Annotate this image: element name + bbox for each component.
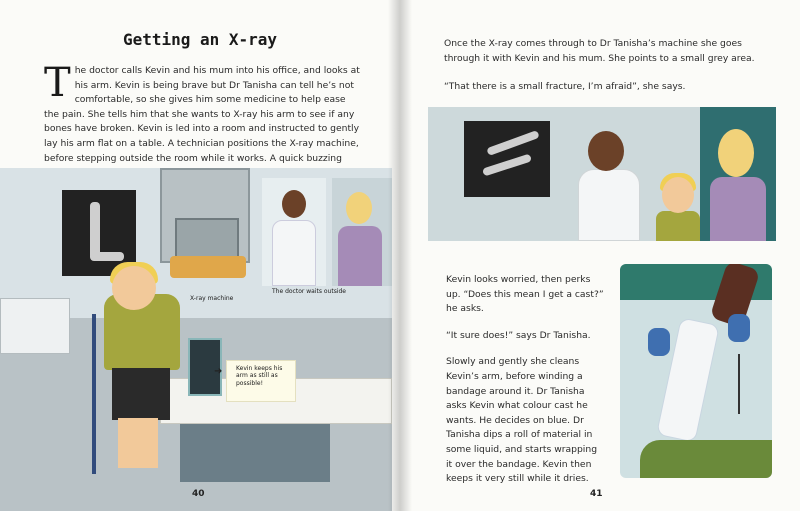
glove-icon [728, 314, 750, 342]
kevin-shirt [640, 440, 772, 478]
xray-bone [90, 252, 124, 261]
kevin-shorts [112, 368, 170, 420]
mum-figure [710, 177, 766, 241]
kevin-head [112, 266, 156, 310]
right-paragraph-4: “It sure does!” says Dr Tanisha. [446, 329, 591, 341]
right-page [400, 0, 800, 511]
page-number-left: 40 [192, 489, 205, 499]
drop-cap: T [44, 60, 71, 106]
kevin-shirt [656, 211, 700, 241]
doctor-figure [578, 169, 640, 241]
cabinet [0, 298, 70, 354]
label-kevin-keeps: Kevin keeps his arm as still as possible! [236, 365, 283, 387]
xray-bone [486, 130, 539, 156]
left-body-paragraph: he doctor calls Kevin and his mum into his office, and looks at his arm. Kevin is being brave but Dr Tanisha can tell he’s not comfortable, so she gives him some medicine to help ease the pain. She tells him that she wants to X-ray his arm to see if any bones have broken. Kevin is led into a room and instructed to gently lay his arm flat on a table. A technician positions the X-ray machine, before stepping outside the room while it works. A quick buzzing [44, 65, 360, 164]
scissors-icon [738, 354, 752, 414]
xray-machine-head [175, 218, 239, 258]
label-doctor-waits: The doctor waits outside [272, 288, 346, 295]
doctor-head [588, 131, 624, 171]
right-paragraph-3: Kevin looks worried, then perks up. “Does this mean I get a cast?” he asks. [446, 274, 604, 315]
glove-icon [648, 328, 670, 356]
right-paragraph-2: “That there is a small fracture, I’m afraid”, she says. [444, 81, 686, 92]
kevin-legs [118, 418, 158, 468]
mum-figure [338, 226, 382, 286]
label-xray-machine: X-ray machine [190, 295, 234, 302]
mum-head [346, 192, 372, 224]
xray-film [464, 121, 550, 197]
xray-bone [482, 153, 532, 176]
page-number-right: 41 [590, 489, 603, 499]
page-title: Getting an X-ray [122, 30, 278, 49]
mum-head [718, 129, 754, 177]
right-paragraph-1: Once the X-ray comes through to Dr Tanisha’s machine she goes through it with Kevin and his mum. She points to a small grey area. [444, 38, 755, 64]
table-base [180, 424, 330, 482]
xray-review-illustration [428, 107, 776, 241]
right-paragraph-5: Slowly and gently she cleans Kevin’s arm, before winding a bandage around it. Dr Tanisha asks Kevin what colour cast he wants. He decides on blue. Dr Tanisha dips a roll of material in some liquid, and starts wrapping it over the bandage. Kevin then keeps it very still while it dries. [446, 356, 598, 485]
doctor-figure [272, 220, 316, 286]
xray-machine-arm [170, 256, 246, 278]
arrow-right-icon: ➜ [214, 366, 223, 377]
doctor-head [282, 190, 306, 218]
xray-room-illustration [0, 168, 392, 511]
bandage-illustration [620, 264, 772, 478]
left-body-text [44, 60, 362, 181]
kevin-head [662, 177, 694, 213]
right-text-column [446, 273, 604, 499]
